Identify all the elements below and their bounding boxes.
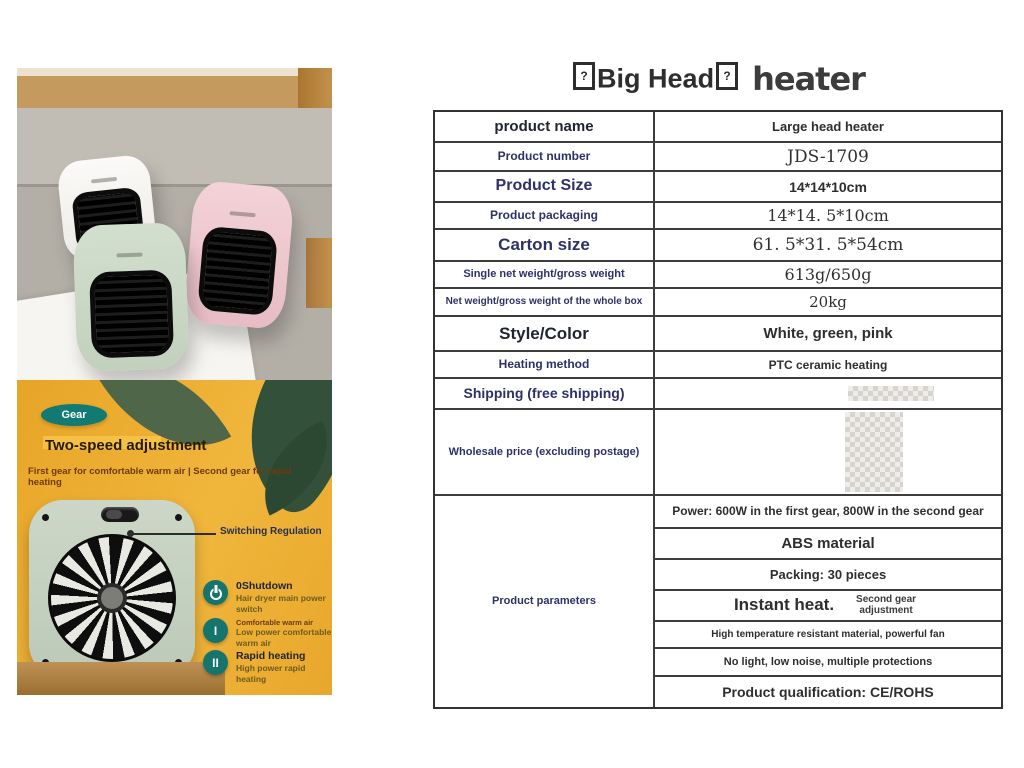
title-bracket-text: Big Head	[597, 63, 715, 94]
redacted-price-pixelation	[845, 412, 903, 492]
heater-pink	[183, 180, 295, 330]
leaf-decoration	[97, 380, 231, 479]
spec-value: White, green, pink	[763, 325, 893, 342]
gear-badge	[41, 404, 107, 426]
product-photo	[17, 68, 332, 380]
heater-grille	[89, 269, 175, 358]
spec-label: Product Size	[435, 172, 655, 201]
parameter-main: Instant heat.	[733, 595, 835, 615]
heater-green	[72, 222, 189, 372]
spec-label: Product parameters	[435, 496, 655, 707]
spec-value: 20kg	[809, 293, 847, 311]
spec-label: Product number	[435, 143, 655, 170]
spec-value	[655, 410, 1001, 494]
feature-title: 0Shutdown	[236, 580, 293, 592]
spec-label: Net weight/gross weight of the whole box	[435, 289, 655, 315]
spec-row	[435, 315, 1001, 350]
heater-grille	[197, 226, 278, 316]
parameters-list	[655, 496, 1001, 707]
brand-mark	[116, 253, 142, 258]
parameter-item: High temperature resistant material, powerful fan	[655, 620, 1001, 647]
spec-label: Wholesale price (excluding postage)	[435, 410, 655, 494]
parameter-item: No light, low noise, multiple protections	[655, 647, 1001, 676]
wood-armrest	[306, 238, 332, 308]
feature-desc: High power rapid heating	[236, 663, 306, 684]
spec-value: Large head heater	[772, 119, 884, 134]
redacted-pixelation	[848, 386, 934, 401]
heater-back-view	[29, 500, 195, 678]
missing-glyph-box: ?	[716, 62, 738, 90]
spec-row	[435, 201, 1001, 228]
wall-band	[17, 76, 332, 108]
feature-desc: Low power comfortable warm air	[236, 627, 332, 648]
gear-two-icon: II	[203, 650, 228, 675]
power-icon	[203, 580, 228, 605]
feature-desc: Hair dryer main power switch	[236, 593, 326, 614]
spec-row	[435, 112, 1001, 141]
parameter-item: Product qualification: CE/ROHS	[655, 675, 1001, 707]
spec-label: Single net weight/gross weight	[435, 262, 655, 287]
parameter-item: Power: 600W in the first gear, 800W in the second gear	[672, 504, 984, 519]
spec-label: Product packaging	[435, 203, 655, 228]
spec-value: 61. 5*31. 5*54cm	[752, 235, 904, 255]
spec-row	[435, 408, 1001, 494]
spec-label: Style/Color	[435, 317, 655, 350]
feature-shutdown	[203, 580, 332, 614]
brand-mark	[91, 177, 117, 184]
wooden-stool	[17, 662, 225, 695]
spec-label: product name	[435, 112, 655, 141]
page-title	[433, 60, 1003, 106]
parameter-item: Packing: 30 pieces	[655, 558, 1001, 589]
spec-row	[435, 141, 1001, 170]
spec-value	[655, 379, 1001, 408]
spec-row	[435, 170, 1001, 201]
brand-mark	[229, 211, 255, 217]
spec-value: 14*14. 5*10cm	[767, 206, 889, 225]
feature-title: Rapid heating	[236, 650, 306, 662]
screw	[175, 514, 182, 521]
spec-value: JDS-1709	[787, 146, 869, 167]
gear-promo-photo	[17, 380, 332, 695]
spec-label: Shipping (free shipping)	[435, 379, 655, 408]
feature-gear-one	[203, 618, 332, 649]
screw	[42, 514, 49, 521]
parameter-side-note: Second gear adjustment	[856, 593, 917, 617]
spec-row-parameters	[435, 494, 1001, 707]
spec-row	[435, 287, 1001, 315]
title-suffix: heater	[752, 60, 865, 98]
spec-row	[435, 228, 1001, 260]
spec-row	[435, 350, 1001, 377]
spec-value: 14*14*10cm	[789, 178, 867, 195]
spec-label: Heating method	[435, 352, 655, 377]
power-switch	[101, 507, 139, 522]
spec-value: 613g/650g	[784, 265, 872, 284]
callout-line	[130, 533, 216, 535]
gear-one-icon: I	[203, 618, 228, 643]
spec-value: PTC ceramic heating	[768, 357, 888, 372]
missing-glyph-box: ?	[573, 62, 595, 90]
spec-row	[435, 260, 1001, 287]
gear-badge-label: Gear	[61, 409, 87, 421]
feature-title: Comfortable warm air	[236, 618, 314, 627]
spec-label: Carton size	[435, 230, 655, 260]
switch-callout-label: Switching Regulation	[220, 526, 322, 537]
promo-subheading: First gear for comfortable warm air | Second gear for rapid heating	[28, 466, 292, 488]
fan-spiral	[48, 534, 176, 662]
parameter-item	[655, 589, 1001, 620]
promo-heading: Two-speed adjustment	[45, 437, 207, 454]
spec-row	[435, 377, 1001, 408]
parameter-item: ABS material	[655, 527, 1001, 559]
spec-table	[433, 110, 1003, 709]
feature-gear-two	[203, 650, 332, 684]
wall-trim	[17, 68, 332, 76]
